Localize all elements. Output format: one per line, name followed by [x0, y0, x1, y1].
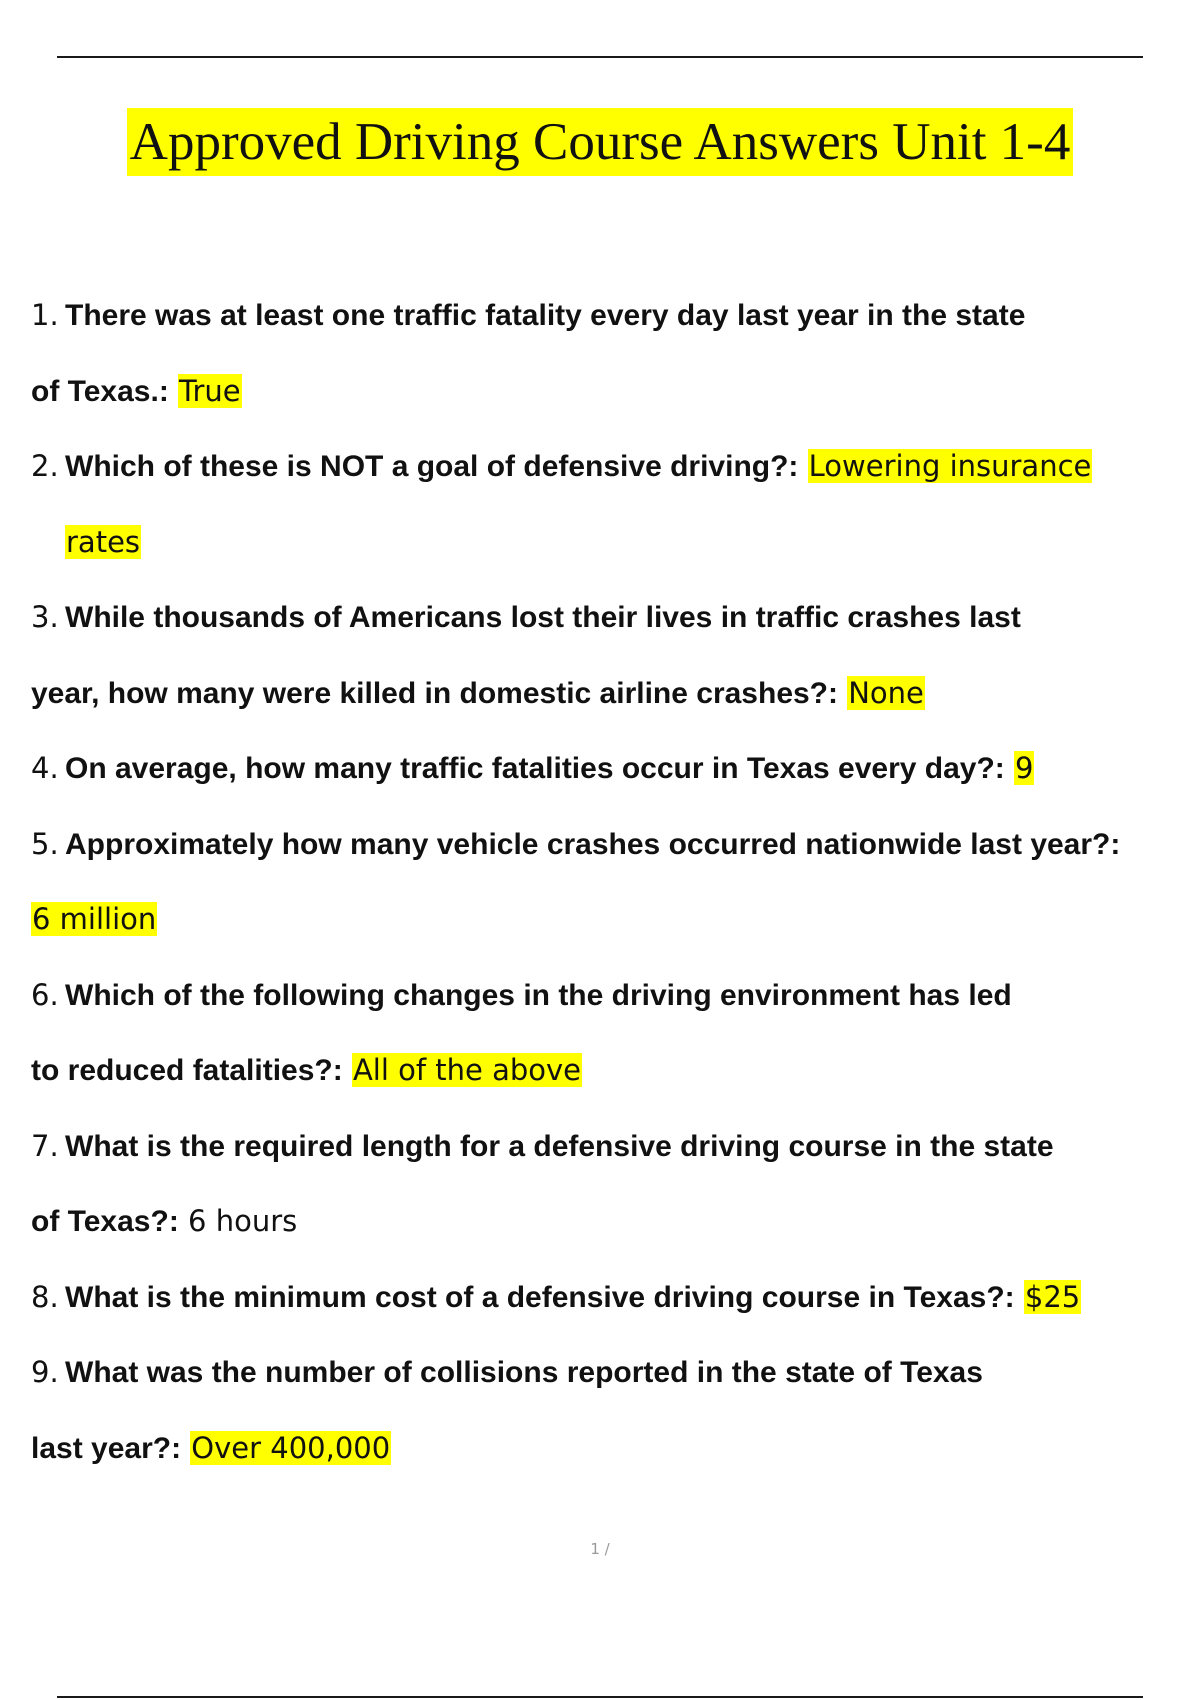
bottom-rule — [57, 1696, 1143, 1698]
answer-text: 6 hours — [188, 1204, 298, 1238]
page-title: Approved Driving Course Answers Unit 1-4 — [127, 108, 1074, 176]
question-item — [31, 807, 1191, 958]
question-item — [31, 429, 1191, 580]
answer-text-continued: rates — [66, 524, 141, 559]
question-text-continued: of Texas.: — [31, 374, 169, 408]
question-number: 2. — [31, 449, 59, 483]
answer-text: 9 — [1015, 751, 1034, 785]
question-text: Approximately how many vehicle crashes occurred nationwide last year?: — [65, 827, 1121, 861]
question-item — [31, 1109, 1191, 1260]
question-number: 3. — [31, 600, 59, 634]
question-text: While thousands of Americans lost their lives in traffic crashes last — [65, 601, 1021, 634]
question-item — [31, 731, 1191, 807]
title-container — [0, 108, 1200, 176]
question-item — [31, 580, 1191, 731]
page-number: 1 / — [590, 1540, 610, 1558]
question-number: 9. — [31, 1355, 59, 1389]
question-text: What was the number of collisions reported in the state of Texas — [65, 1356, 983, 1389]
question-number: 5. — [31, 826, 59, 861]
answer-text: 6 million — [32, 902, 157, 936]
top-rule — [57, 56, 1143, 58]
answer-text: Over 400,000 — [191, 1430, 391, 1465]
answer-text: Lowering insurance — [808, 449, 1092, 483]
answer-text: $25 — [1024, 1279, 1081, 1314]
question-item — [31, 1260, 1191, 1336]
question-number: 1. — [31, 298, 59, 332]
question-text: On average, how many traffic fatalities occur in Texas every day?: — [65, 752, 1005, 785]
answer-text: All of the above — [352, 1053, 582, 1087]
question-item — [31, 1335, 1191, 1486]
question-item — [31, 958, 1191, 1109]
question-text: What is the required length for a defensive driving course in the state — [65, 1129, 1054, 1163]
question-number: 8. — [31, 1279, 59, 1314]
question-text-continued: of Texas?: — [31, 1205, 179, 1238]
question-text: There was at least one traffic fatality every day last year in the state — [65, 299, 1026, 332]
answer-text: True — [179, 373, 241, 408]
question-text: Which of the following changes in the driving environment has led — [65, 978, 1012, 1012]
question-item — [31, 278, 1191, 429]
question-text-continued: year, how many were killed in domestic airline crashes?: — [31, 676, 838, 710]
question-text-continued: to reduced fatalities?: — [31, 1054, 343, 1087]
question-list — [31, 278, 1191, 1486]
answer-text: None — [848, 675, 924, 710]
question-number: 6. — [31, 977, 59, 1012]
question-text: What is the minimum cost of a defensive driving course in Texas?: — [65, 1280, 1015, 1314]
question-text: Which of these is NOT a goal of defensive driving?: — [65, 450, 799, 483]
question-number: 7. — [31, 1128, 59, 1163]
question-text-continued: last year?: — [31, 1431, 182, 1465]
question-number: 4. — [31, 751, 59, 785]
